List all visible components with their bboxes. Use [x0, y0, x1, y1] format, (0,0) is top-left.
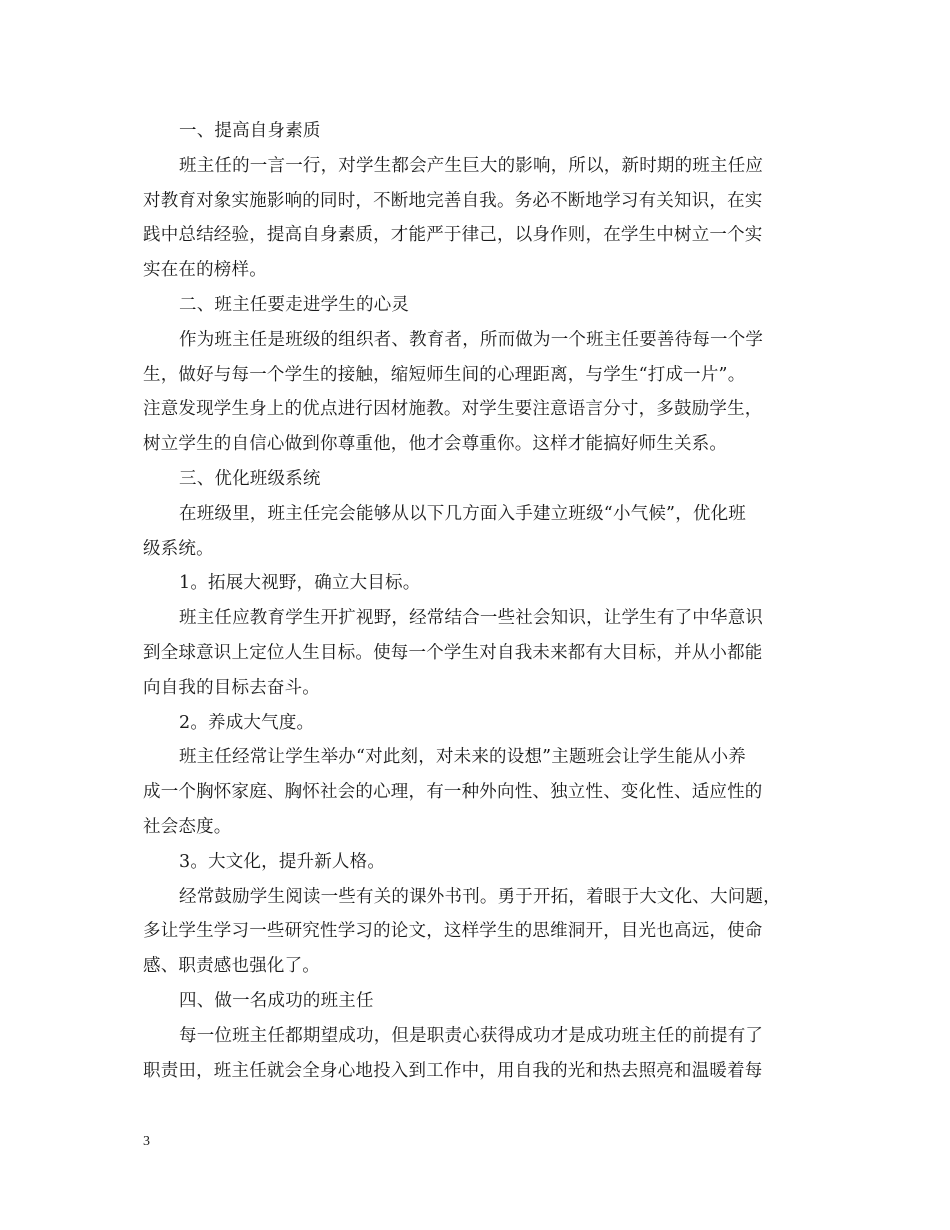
text-line: 四、做一名成功的班主任 — [179, 990, 374, 1011]
document-body — [143, 114, 829, 1088]
text-line: 班主任应教育学生开扩视野，经常结合一些社会知识，让学生有了中华意识 — [179, 608, 764, 629]
text-line: 三、优化班级系统 — [179, 468, 321, 489]
text-line: 一、提高自身素质 — [179, 121, 321, 141]
text-line: 成一个胸怀家庭、胸怀社会的心理，有一种外向性、独立性、变化性、适应性的 — [143, 782, 763, 803]
text-line: 多让学生学习一些研究性学习的论文，这样学生的思维洞开，目光也高远，使命 — [143, 921, 763, 942]
text-line: 实在在的榜样。 — [143, 260, 267, 281]
text-line: 向自我的目标去奋斗。 — [143, 677, 320, 698]
text-line: 级系统。 — [143, 538, 214, 559]
text-line: 班主任的一言一行，对学生都会产生巨大的影响，所以，新时期的班主任应 — [179, 155, 764, 176]
page-number: 3 — [143, 1134, 150, 1149]
text-line: 践中总结经验，提高自身素质，才能严于律己，以身作则，在学生中树立一个实 — [143, 225, 763, 246]
text-line: 注意发现学生身上的优点进行因材施教。对学生要注意语言分寸，多鼓励学生， — [143, 399, 763, 420]
text-line: 到全球意识上定位人生目标。使每一个学生对自我未来都有大目标，并从小都能 — [143, 642, 763, 663]
text-line: 3。大文化，提升新人格。 — [179, 851, 386, 872]
text-line: 每一位班主任都期望成功，但是职责心获得成功才是成功班主任的前提有了 — [179, 1025, 764, 1046]
text-line: 生，做好与每一个学生的接触，缩短师生间的心理距离，与学生“打成一片”。 — [143, 364, 746, 385]
text-line: 经常鼓励学生阅读一些有关的课外书刊。勇于开拓，着眼于大文化、大问题， — [179, 886, 781, 907]
text-line: 作为班主任是班级的组织者、教育者，所而做为一个班主任要善待每一个学 — [179, 329, 764, 350]
text-line: 职责田，班主任就会全身心地投入到工作中，用自我的光和热去照亮和温暖着每 — [143, 1060, 763, 1081]
text-line: 二、班主任要走进学生的心灵 — [179, 294, 410, 315]
text-line: 树立学生的自信心做到你尊重他，他才会尊重你。这样才能搞好师生关系。 — [143, 434, 728, 455]
text-line: 在班级里，班主任完会能够从以下几方面入手建立班级“小气候”，优化班 — [179, 503, 746, 524]
text-line: 对教育对象实施影响的同时，不断地完善自我。务必不断地学习有关知识，在实 — [143, 190, 763, 211]
text-line: 感、职责感也强化了。 — [143, 956, 320, 977]
text-line: 1。拓展大视野，确立大目标。 — [179, 573, 421, 594]
text-line: 班主任经常让学生举办“对此刻，对未来的设想”主题班会让学生能从小养 — [179, 747, 746, 768]
text-line: 2。养成大气度。 — [179, 712, 315, 733]
text-line: 社会态度。 — [143, 816, 232, 837]
